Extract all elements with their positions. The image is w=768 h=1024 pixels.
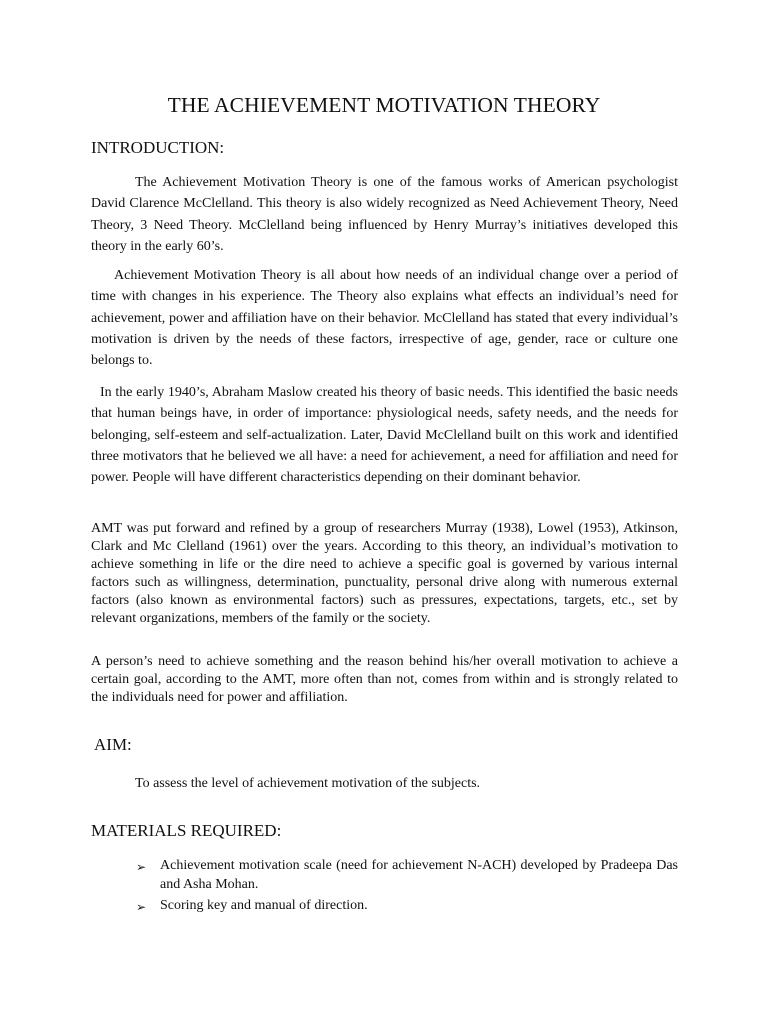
arrow-bullet-icon: ➢ — [136, 900, 147, 914]
list-item — [136, 897, 678, 917]
materials-list — [136, 857, 678, 920]
materials-heading: MATERIALS REQUIRED: — [91, 821, 282, 840]
intro-paragraph-1: The Achievement Motivation Theory is one of the famous works of American psychologist David Clarence McClelland. This theory is also widely recognized as Need Achievement Theory, Need Theory, 3 Need Theory. McClelland being influenced by Henry Murray’s initiatives developed this theory in the early 60’s. — [91, 175, 678, 254]
material-item-text: Scoring key and manual of direction. — [160, 898, 368, 913]
intro-paragraph-3: In the early 1940’s, Abraham Maslow created his theory of basic needs. This identified the basic needs that human beings have, in order of importance: physiological needs, safety needs, and the needs for belonging, self-esteem and self-actualization. Later, David McClelland built on this work and identified three motivators that he believed we all have: a need for achievement, a need for affiliation and need for power. People will have different characteristics depending on their dominant behavior. — [91, 385, 678, 486]
page-title: THE ACHIEVEMENT MOTIVATION THEORY — [167, 93, 601, 117]
aim-heading: AIM: — [94, 735, 132, 754]
intro-paragraph-4: AMT was put forward and refined by a group of researchers Murray (1938), Lowel (1953), Atkinson, Clark and Mc Clelland (1961) over the years. According to this theory, an individual’s motivation to achieve something in life or the dire need to achieve a specific goal is governed by various internal factors such as willingness, determination, punctuality, personal drive along with numerous external factors (also known as environmental factors) such as pressures, expectations, targets, etc., set by relevant organizations, members of the family or the society. — [91, 521, 678, 626]
material-item-text: Achievement motivation scale (need for achievement N-ACH) developed by Pradeepa Das and Asha Mohan. — [160, 858, 678, 892]
intro-paragraph-2: Achievement Motivation Theory is all about how needs of an individual change over a period of time with changes in his experience. The Theory also explains what effects an individual’s need for achievement, power and affiliation have on their behavior. McClelland has stated that every individual’s motivation is driven by the needs of these factors, irrespective of age, gender, race or culture one belongs to. — [91, 268, 678, 369]
introduction-heading: INTRODUCTION: — [91, 138, 225, 157]
intro-paragraph-5: A person’s need to achieve something and the reason behind his/her overall motivation to achieve a certain goal, according to the AMT, more often than not, comes from within and is strongly related to the individuals need for power and affiliation. — [91, 654, 678, 705]
aim-text: To assess the level of achievement motivation of the subjects. — [135, 776, 481, 791]
arrow-bullet-icon: ➢ — [136, 860, 147, 874]
list-item — [136, 857, 678, 894]
